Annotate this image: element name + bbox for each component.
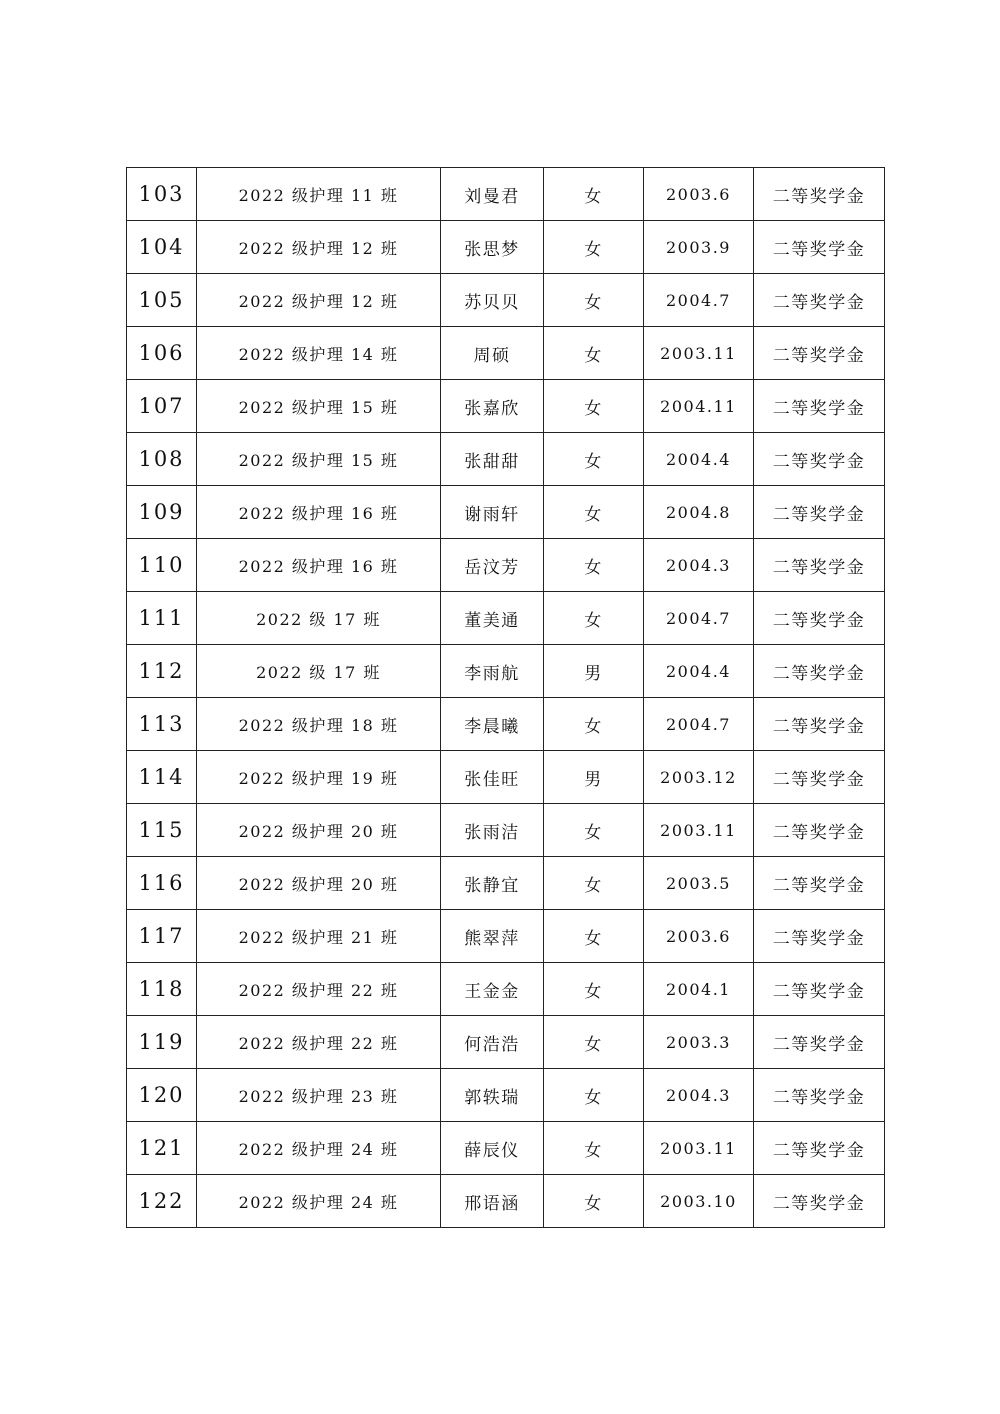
birth-date-cell: 2004.7 [644, 698, 754, 751]
class-cell: 2022 级护理 24 班 [197, 1122, 441, 1175]
award-level-cell: 二等奖学金 [754, 910, 885, 963]
row-number-cell: 118 [127, 963, 197, 1016]
gender-cell: 女 [544, 1069, 644, 1122]
table-row [127, 221, 885, 274]
table-row [127, 1016, 885, 1069]
student-name-cell: 周硕 [441, 327, 544, 380]
award-level-cell: 二等奖学金 [754, 327, 885, 380]
class-cell: 2022 级 17 班 [197, 645, 441, 698]
table-row [127, 592, 885, 645]
row-number-cell: 105 [127, 274, 197, 327]
gender-cell: 女 [544, 221, 644, 274]
row-number-cell: 119 [127, 1016, 197, 1069]
class-cell: 2022 级护理 14 班 [197, 327, 441, 380]
table-row [127, 327, 885, 380]
class-cell: 2022 级护理 16 班 [197, 539, 441, 592]
award-level-cell: 二等奖学金 [754, 1175, 885, 1228]
table-row [127, 539, 885, 592]
gender-cell: 男 [544, 751, 644, 804]
row-number-cell: 120 [127, 1069, 197, 1122]
award-level-cell: 二等奖学金 [754, 1069, 885, 1122]
row-number-cell: 107 [127, 380, 197, 433]
birth-date-cell: 2004.3 [644, 1069, 754, 1122]
award-level-cell: 二等奖学金 [754, 221, 885, 274]
table-row [127, 751, 885, 804]
award-level-cell: 二等奖学金 [754, 857, 885, 910]
gender-cell: 女 [544, 963, 644, 1016]
table-row [127, 486, 885, 539]
student-name-cell: 薛辰仪 [441, 1122, 544, 1175]
award-level-cell: 二等奖学金 [754, 433, 885, 486]
award-level-cell: 二等奖学金 [754, 274, 885, 327]
award-level-cell: 二等奖学金 [754, 963, 885, 1016]
student-name-cell: 熊翠萍 [441, 910, 544, 963]
row-number-cell: 108 [127, 433, 197, 486]
gender-cell: 女 [544, 327, 644, 380]
student-name-cell: 何浩浩 [441, 1016, 544, 1069]
birth-date-cell: 2003.11 [644, 804, 754, 857]
award-level-cell: 二等奖学金 [754, 168, 885, 221]
row-number-cell: 110 [127, 539, 197, 592]
birth-date-cell: 2003.11 [644, 327, 754, 380]
class-cell: 2022 级护理 20 班 [197, 857, 441, 910]
gender-cell: 女 [544, 857, 644, 910]
class-cell: 2022 级护理 22 班 [197, 1016, 441, 1069]
row-number-cell: 121 [127, 1122, 197, 1175]
student-name-cell: 张佳旺 [441, 751, 544, 804]
class-cell: 2022 级护理 12 班 [197, 274, 441, 327]
row-number-cell: 113 [127, 698, 197, 751]
birth-date-cell: 2004.7 [644, 592, 754, 645]
row-number-cell: 111 [127, 592, 197, 645]
birth-date-cell: 2004.11 [644, 380, 754, 433]
class-cell: 2022 级护理 11 班 [197, 168, 441, 221]
table-row [127, 910, 885, 963]
birth-date-cell: 2003.11 [644, 1122, 754, 1175]
gender-cell: 男 [544, 645, 644, 698]
birth-date-cell: 2003.6 [644, 910, 754, 963]
class-cell: 2022 级护理 24 班 [197, 1175, 441, 1228]
student-name-cell: 王金金 [441, 963, 544, 1016]
gender-cell: 女 [544, 592, 644, 645]
class-cell: 2022 级护理 15 班 [197, 433, 441, 486]
row-number-cell: 109 [127, 486, 197, 539]
gender-cell: 女 [544, 168, 644, 221]
student-name-cell: 张思梦 [441, 221, 544, 274]
gender-cell: 女 [544, 539, 644, 592]
gender-cell: 女 [544, 486, 644, 539]
gender-cell: 女 [544, 698, 644, 751]
student-name-cell: 郭轶瑞 [441, 1069, 544, 1122]
scholarship-table [126, 167, 885, 1228]
birth-date-cell: 2003.10 [644, 1175, 754, 1228]
gender-cell: 女 [544, 433, 644, 486]
class-cell: 2022 级护理 16 班 [197, 486, 441, 539]
gender-cell: 女 [544, 1016, 644, 1069]
award-level-cell: 二等奖学金 [754, 539, 885, 592]
gender-cell: 女 [544, 380, 644, 433]
student-name-cell: 董美通 [441, 592, 544, 645]
birth-date-cell: 2003.6 [644, 168, 754, 221]
award-level-cell: 二等奖学金 [754, 1016, 885, 1069]
student-name-cell: 谢雨轩 [441, 486, 544, 539]
class-cell: 2022 级护理 18 班 [197, 698, 441, 751]
birth-date-cell: 2003.3 [644, 1016, 754, 1069]
gender-cell: 女 [544, 1122, 644, 1175]
class-cell: 2022 级护理 15 班 [197, 380, 441, 433]
student-name-cell: 张嘉欣 [441, 380, 544, 433]
award-level-cell: 二等奖学金 [754, 592, 885, 645]
class-cell: 2022 级护理 22 班 [197, 963, 441, 1016]
table-row [127, 433, 885, 486]
table-row [127, 168, 885, 221]
gender-cell: 女 [544, 804, 644, 857]
birth-date-cell: 2004.3 [644, 539, 754, 592]
gender-cell: 女 [544, 910, 644, 963]
birth-date-cell: 2004.4 [644, 645, 754, 698]
student-name-cell: 张甜甜 [441, 433, 544, 486]
table-row [127, 1122, 885, 1175]
student-name-cell: 邢语涵 [441, 1175, 544, 1228]
row-number-cell: 116 [127, 857, 197, 910]
birth-date-cell: 2004.4 [644, 433, 754, 486]
class-cell: 2022 级护理 12 班 [197, 221, 441, 274]
class-cell: 2022 级护理 21 班 [197, 910, 441, 963]
birth-date-cell: 2004.1 [644, 963, 754, 1016]
table-row [127, 804, 885, 857]
table-row [127, 1175, 885, 1228]
table-row [127, 1069, 885, 1122]
row-number-cell: 103 [127, 168, 197, 221]
row-number-cell: 112 [127, 645, 197, 698]
student-name-cell: 苏贝贝 [441, 274, 544, 327]
award-level-cell: 二等奖学金 [754, 380, 885, 433]
table-row [127, 963, 885, 1016]
class-cell: 2022 级护理 23 班 [197, 1069, 441, 1122]
birth-date-cell: 2003.5 [644, 857, 754, 910]
student-name-cell: 张雨洁 [441, 804, 544, 857]
award-level-cell: 二等奖学金 [754, 645, 885, 698]
award-level-cell: 二等奖学金 [754, 804, 885, 857]
student-name-cell: 刘曼君 [441, 168, 544, 221]
award-level-cell: 二等奖学金 [754, 751, 885, 804]
class-cell: 2022 级护理 20 班 [197, 804, 441, 857]
row-number-cell: 106 [127, 327, 197, 380]
row-number-cell: 122 [127, 1175, 197, 1228]
award-level-cell: 二等奖学金 [754, 698, 885, 751]
birth-date-cell: 2004.7 [644, 274, 754, 327]
student-name-cell: 张静宜 [441, 857, 544, 910]
table-row [127, 857, 885, 910]
row-number-cell: 114 [127, 751, 197, 804]
student-name-cell: 岳汶芳 [441, 539, 544, 592]
student-name-cell: 李晨曦 [441, 698, 544, 751]
student-name-cell: 李雨航 [441, 645, 544, 698]
gender-cell: 女 [544, 1175, 644, 1228]
birth-date-cell: 2003.9 [644, 221, 754, 274]
table-row [127, 274, 885, 327]
award-level-cell: 二等奖学金 [754, 486, 885, 539]
class-cell: 2022 级 17 班 [197, 592, 441, 645]
row-number-cell: 104 [127, 221, 197, 274]
birth-date-cell: 2004.8 [644, 486, 754, 539]
row-number-cell: 115 [127, 804, 197, 857]
award-level-cell: 二等奖学金 [754, 1122, 885, 1175]
birth-date-cell: 2003.12 [644, 751, 754, 804]
table-row [127, 645, 885, 698]
row-number-cell: 117 [127, 910, 197, 963]
class-cell: 2022 级护理 19 班 [197, 751, 441, 804]
table-row [127, 698, 885, 751]
scholarship-table-body [127, 168, 885, 1228]
gender-cell: 女 [544, 274, 644, 327]
table-row [127, 380, 885, 433]
